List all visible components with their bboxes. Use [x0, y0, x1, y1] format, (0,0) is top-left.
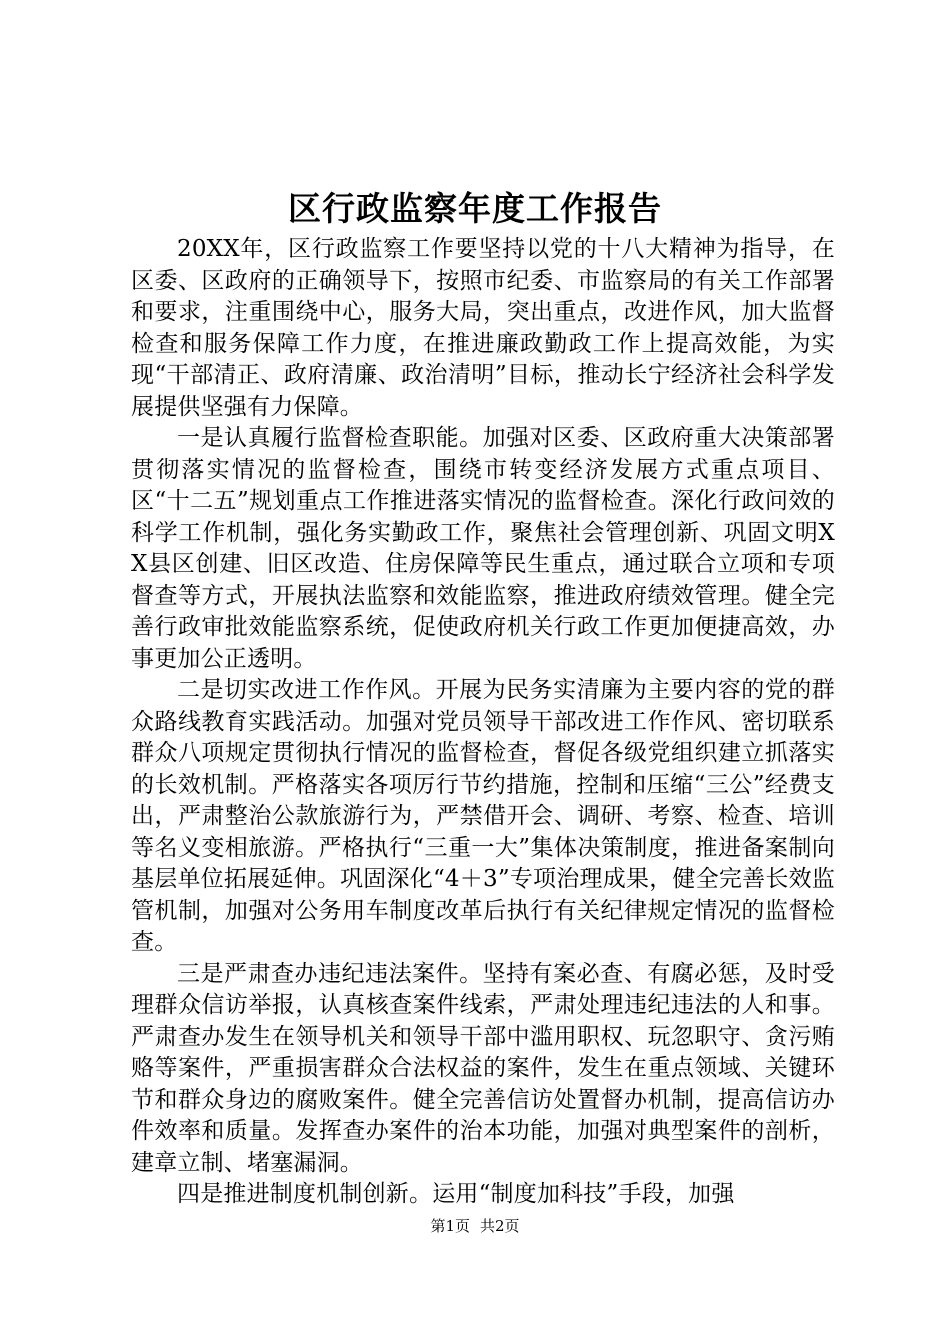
- paragraph-section-3: 三是严肃查办违纪违法案件。坚持有案必查、有腐必惩，及时受理群众信访举报，认真核查案件线索，严肃处理违纪违法的人和事。严肃查办发生在领导机关和领导干部中滥用职权、玩忽职守、贪污贿赂等案件，严重损害群众合法权益的案件，发生在重点领域、关键环节和群众身边的腐败案件。健全完善信访处置督办机制，提高信访办件效率和质量。发挥查办案件的治本功能，加强对典型案件的剖析，建章立制、堵塞漏洞。: [131, 960, 835, 1176]
- page-number-total: 共2页: [480, 1217, 520, 1235]
- paragraph-section-2: 二是切实改进工作作风。开展为民务实清廉为主要内容的党的群众路线教育实践活动。加强对党员领导干部改进工作作风、密切联系群众八项规定贯彻执行情况的监督检查，督促各级党组织建立抓落实的长效机制。严格落实各项厉行节约措施，控制和压缩“三公”经费支出，严肃整治公款旅游行为，严禁借开会、调研、考察、检查、培训等名义变相旅游。严格执行“三重一大”集体决策制度，推进备案制向基层单位拓展延伸。巩固深化“4＋3”专项治理成果，健全完善长效监管机制，加强对公务用车制度改革后执行有关纪律规定情况的监督检查。: [131, 677, 835, 955]
- page-footer: [0, 1214, 950, 1238]
- paragraph-section-1: 一是认真履行监督检查职能。加强对区委、区政府重大决策部署贯彻落实情况的监督检查，围绕市转变经济发展方式重点项目、区“十二五”规划重点工作推进落实情况的监督检查。深化行政问效的科学工作机制，强化务实勤政工作，聚焦社会管理创新、巩固文明XX县区创建、旧区改造、住房保障等民生重点，通过联合立项和专项督查等方式，开展执法监察和效能监察，推进政府绩效管理。健全完善行政审批效能监察系统，促使政府机关行政工作更加便捷高效，办事更加公正透明。: [131, 425, 835, 672]
- document-body: [131, 234, 835, 1211]
- paragraph-intro: 20XX年，区行政监察工作要坚持以党的十八大精神为指导，在区委、区政府的正确领导下，按照市纪委、市监察局的有关工作部署和要求，注重围绕中心，服务大局，突出重点，改进作风，加大监督检查和服务保障工作力度，在推进廉政勤政工作上提高效能，为实现“干部清正、政府清廉、政治清明”目标，推动长宁经济社会科学发展提供坚强有力保障。: [131, 236, 835, 420]
- page-number-current: 第1页: [430, 1217, 470, 1235]
- document-title: 区行政监察年度工作报告: [288, 189, 662, 228]
- paragraph-section-4: 四是推进制度机制创新。运用“制度加科技”手段，加强: [177, 1181, 735, 1207]
